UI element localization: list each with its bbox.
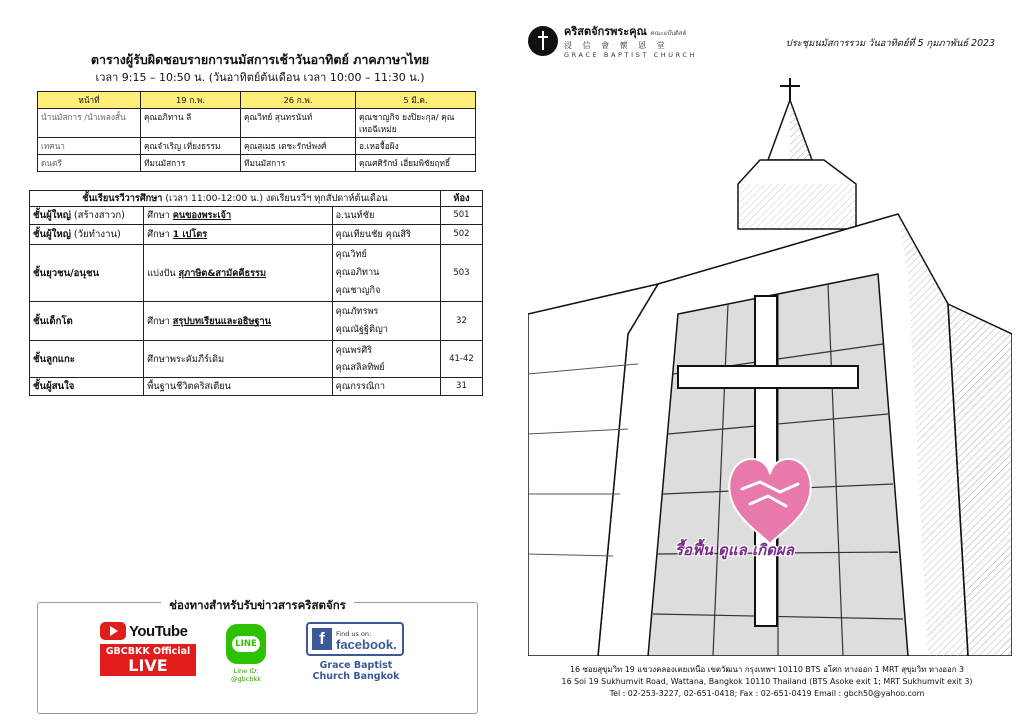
class-name: ชั้นยุวชน/อนุชน [30,245,144,302]
classes-header [30,191,441,207]
duty-header-date3: 5 มี.ค. [356,92,476,109]
duty-row [38,138,476,155]
duty-cell: คุณสุเมธ เตชะรักษ์พงศ์ [241,138,356,155]
class-row [30,378,483,396]
line-icon: LINE [226,624,266,664]
duty-cell: คุณจำเริญ เที่ยงธรรม [141,138,241,155]
duty-role: ดนตรี [38,155,141,172]
class-room: 502 [440,225,482,245]
classes-table [29,190,483,396]
news-channels-box [37,598,478,714]
facebook-find-us: Find us on: [336,629,372,638]
service-date-line: ประชุมนมัสการรวม วันอาทิตย์ที่ 5 กุมภาพันธ์ 2023 [785,38,995,49]
class-row [30,207,483,225]
duty-cell: คุณวิทย์ สุนทรนันท์ [241,109,356,138]
channels-title: ช่องทางสำหรับรับข่าวสารคริสตจักร [161,598,354,612]
class-study: ศึกษา คนของพระเจ้า [144,207,332,225]
class-row [30,225,483,245]
duty-cell: คุณชาญกิจ ยงปิยะกุล/ คุณเหอฉีเหม่ย [356,109,476,138]
class-room: 41-42 [440,341,482,378]
class-row [30,245,483,302]
duty-cell: คุณศศิรักษ์ เอี่ยมพิชัยฤทธิ์ [356,155,476,172]
room-header: ห้อง [440,191,482,207]
facebook-page-link[interactable] [306,622,406,682]
class-room: 503 [440,245,482,302]
class-room: 32 [440,302,482,341]
class-study: ศึกษา 1 เปโตร [144,225,332,245]
youtube-play-icon [100,622,126,640]
schedule-subtitle: เวลา 9:15 – 10:50 น. (วันอาทิตย์ต้นเดือน เวลา 10:00 – 11:30 น.) [95,71,425,84]
classes-header-bold: ชั้นเรียนรวีวารศึกษา [82,193,163,204]
facebook-page-name: Grace Baptist Church Bangkok [312,660,400,682]
address-th: 16 ซอยสุขุมวิท 19 แขวงคลองเตยเหนือ เขตวัฒนา กรุงเทพฯ 10110 BTS อโศก ทางออก 1 MRT สุขุมวิท ทางออก 3 [569,665,965,674]
class-name: ชั้นเด็กโต [30,302,144,341]
duty-header-date1: 19 ก.พ. [141,92,241,109]
church-address [530,664,1004,700]
class-row [30,302,483,341]
duty-cell: อ.เหอจื้อผิง [356,138,476,155]
schedule-title: ตารางผู้รับผิดชอบรายการนมัสการเช้าวันอาทิตย์ ภาคภาษาไทย [90,52,430,67]
duty-header-date2: 26 ก.พ. [241,92,356,109]
class-room: 31 [440,378,482,396]
church-name-th: คริสตจักรพระคุณ [564,25,647,38]
duty-role: นำนมัสการ /นำเพลงสั้น [38,109,141,138]
class-study: ศึกษา สรุปบทเรียนและอธิษฐาน [144,302,332,341]
line-channel-link[interactable] [224,624,268,683]
class-name: ชั้นผู้ใหญ่ (สร้างสาวก) [30,207,144,225]
class-name: ชั้นลูกแกะ [30,341,144,378]
classes-header-rest: (เวลา 11:00-12:00 น.) งดเรียนรวีฯ ทุกสัปดาห์ต้นเดือน [162,193,388,204]
youtube-live-banner: GBCBKK Official LIVE [100,644,196,676]
cross-logo-icon [528,26,558,56]
duty-cell: ทีมนมัสการ [141,155,241,172]
class-name: ชั้นผู้ใหญ่ (วัยทำงาน) [30,225,144,245]
class-teacher: คุณภัทรพร คุณณัฐฐิติญา [332,302,440,341]
class-study: ศึกษาพระคัมภีร์เดิม [144,341,332,378]
duty-header-role: หน้าที่ [38,92,141,109]
church-name-en: GRACE BAPTIST CHURCH [564,51,698,59]
class-study: พื้นฐานชีวิตคริสเตียน [144,378,332,396]
address-en: 16 Soi 19 Sukhumvit Road, Wattana, Bangkok 10110 Thailand (BTS Asoke exit 1; MRT Sukhumvit exit 3) [561,677,973,686]
facebook-wordmark: facebook. [336,636,397,652]
facebook-icon: f [312,628,332,650]
duty-row [38,109,476,138]
church-building-illustration [528,74,1012,656]
duty-role: เทศนา [38,138,141,155]
class-teacher: อ.นนท์ชัย [332,207,440,225]
class-teacher: คุณพรศิริ คุณสลิลทิพย์ [332,341,440,378]
duty-row [38,155,476,172]
class-study: แบ่งปัน สุภาษิต&สามัคคีธรรม [144,245,332,302]
youtube-wordmark: YouTube [129,622,188,640]
contact-info: Tel : 02-253-3227, 02-651-0418; Fax : 02-651-0419 Email : gbch50@yahoo.com [609,689,925,698]
class-room: 501 [440,207,482,225]
duty-table [37,91,476,172]
duty-cell: คุณอภิทาน ลี [141,109,241,138]
church-name-cn: 浸 信 會 懷 恩 堂 [564,41,669,50]
slogan: รื้อฟื้น ดูแล เกิดผล [675,541,794,559]
church-logo [528,22,697,59]
class-teacher: คุณวิทย์ คุณอภิทาน คุณชาญกิจ [332,245,440,302]
youtube-channel-link[interactable] [100,622,196,676]
class-row [30,341,483,378]
class-teacher: คุณเทียนชัย คุณสิริ [332,225,440,245]
class-teacher: คุณกรรณิกา [332,378,440,396]
class-name: ชั้นผู้สนใจ [30,378,144,396]
duty-cell: ทีมนมัสการ [241,155,356,172]
church-name-th-small: คณะแบ๊บติสต์ [650,30,687,37]
right-page [512,0,1024,725]
line-id: Line ID: @gbcbkk [231,667,261,683]
